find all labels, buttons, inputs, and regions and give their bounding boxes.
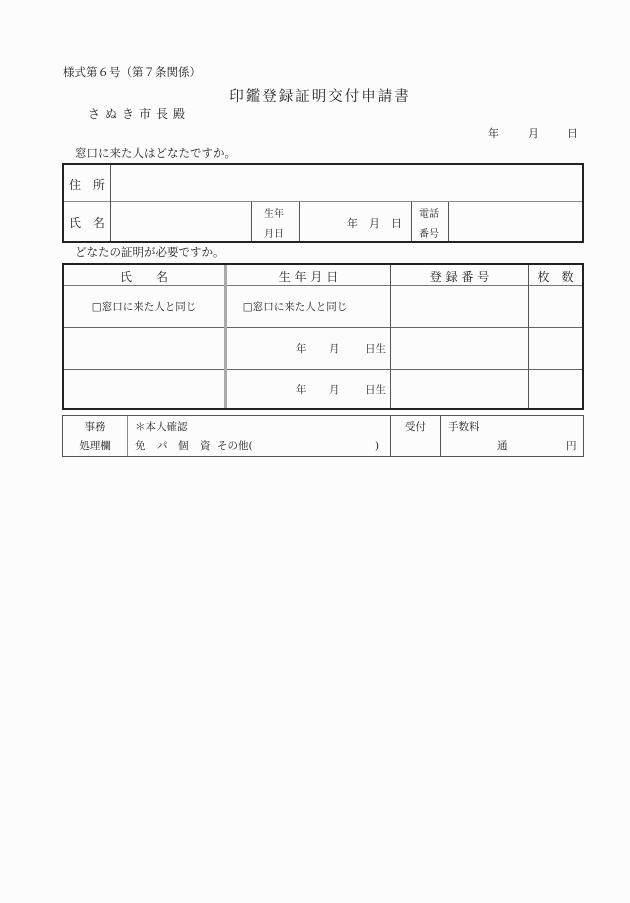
address-field[interactable] (112, 166, 580, 200)
column-header-birthdate: 生 年 月 日 (278, 270, 339, 284)
applicant-table (62, 163, 584, 243)
date-day-label: 日 (567, 127, 578, 140)
col-divider (440, 416, 441, 456)
copies-field[interactable] (529, 286, 582, 327)
row-divider (64, 201, 582, 202)
id-check-options (135, 438, 379, 453)
date-month-label: 月 (528, 127, 539, 140)
phone-label-line1: 電話 (419, 209, 439, 220)
id-option-other[interactable]: その他( (217, 440, 253, 452)
copies-unit: 通 (497, 440, 508, 452)
id-option-qualification[interactable]: 資 (200, 440, 211, 452)
column-header-copies: 枚 数 (537, 270, 574, 284)
registration-number-field[interactable] (391, 328, 528, 369)
column-header-registration-number: 登 録 番 号 (429, 270, 490, 284)
col-divider (411, 202, 412, 241)
same-as-applicant-name-checkbox[interactable]: □窓口に来た人と同じ (91, 301, 197, 313)
birth-month-label: 月 (369, 217, 380, 230)
col-divider (299, 202, 300, 241)
id-option-mynumber[interactable]: 個 (178, 440, 189, 452)
name-field[interactable] (112, 203, 250, 240)
certificate-table (62, 263, 584, 410)
birth-year-label: 年 (296, 384, 307, 396)
col-divider (110, 165, 111, 241)
birth-day-label: 日生 (365, 384, 386, 396)
birthdate-field[interactable] (347, 215, 402, 231)
birthdate-label-line1: 生年 (264, 209, 284, 220)
fee-label: 手数料 (448, 421, 480, 433)
date-year-label: 年 (488, 127, 499, 140)
registration-number-field[interactable] (391, 370, 528, 408)
birth-year-label: 年 (347, 217, 358, 230)
office-label-line2: 処理欄 (79, 440, 111, 452)
certificate-question: どなたの証明が必要ですか。 (75, 245, 225, 259)
registration-number-field[interactable] (391, 286, 528, 327)
name-field[interactable] (64, 370, 224, 408)
id-option-license[interactable]: 免 (135, 440, 146, 452)
reception-label: 受付 (405, 421, 426, 433)
phone-field[interactable] (450, 203, 580, 240)
id-option-passport[interactable]: パ (157, 440, 168, 452)
birth-day-label: 日生 (365, 343, 386, 355)
office-label-line1: 事務 (84, 421, 106, 433)
birth-month-label: 月 (329, 384, 340, 396)
col-divider (127, 416, 128, 456)
column-header-name: 氏 名 (119, 270, 168, 284)
col-divider (448, 202, 449, 241)
col-divider (251, 202, 252, 241)
copies-field[interactable] (529, 328, 582, 369)
birthdate-field[interactable] (296, 341, 386, 356)
page-title: 印鑑登録証明交付申請書 (229, 89, 411, 105)
id-check-title: ＊本人確認 (135, 421, 188, 433)
name-label: 氏 名 (69, 216, 109, 230)
addressee: さぬき市長殿 (88, 107, 191, 121)
id-option-other-close: ) (375, 440, 380, 452)
yen-unit: 円 (566, 440, 577, 452)
phone-label-line2: 番号 (419, 229, 439, 240)
form-number: 様式第６号（第７条関係） (63, 65, 201, 79)
office-use-table (62, 415, 584, 457)
birthdate-label-line2: 月日 (264, 229, 284, 240)
applicant-question: 窓口に来た人はどなたですか。 (75, 146, 236, 160)
col-divider-double (224, 265, 227, 408)
birth-month-label: 月 (329, 343, 340, 355)
copies-field[interactable] (529, 370, 582, 408)
birthdate-field[interactable] (296, 382, 386, 397)
name-field[interactable] (64, 328, 224, 369)
address-label: 住 所 (69, 178, 109, 192)
application-date[interactable] (488, 125, 578, 141)
birth-year-label: 年 (296, 343, 307, 355)
birth-day-label: 日 (391, 217, 402, 230)
same-as-applicant-birthdate-checkbox[interactable]: □窓口に来た人と同じ (242, 301, 348, 313)
